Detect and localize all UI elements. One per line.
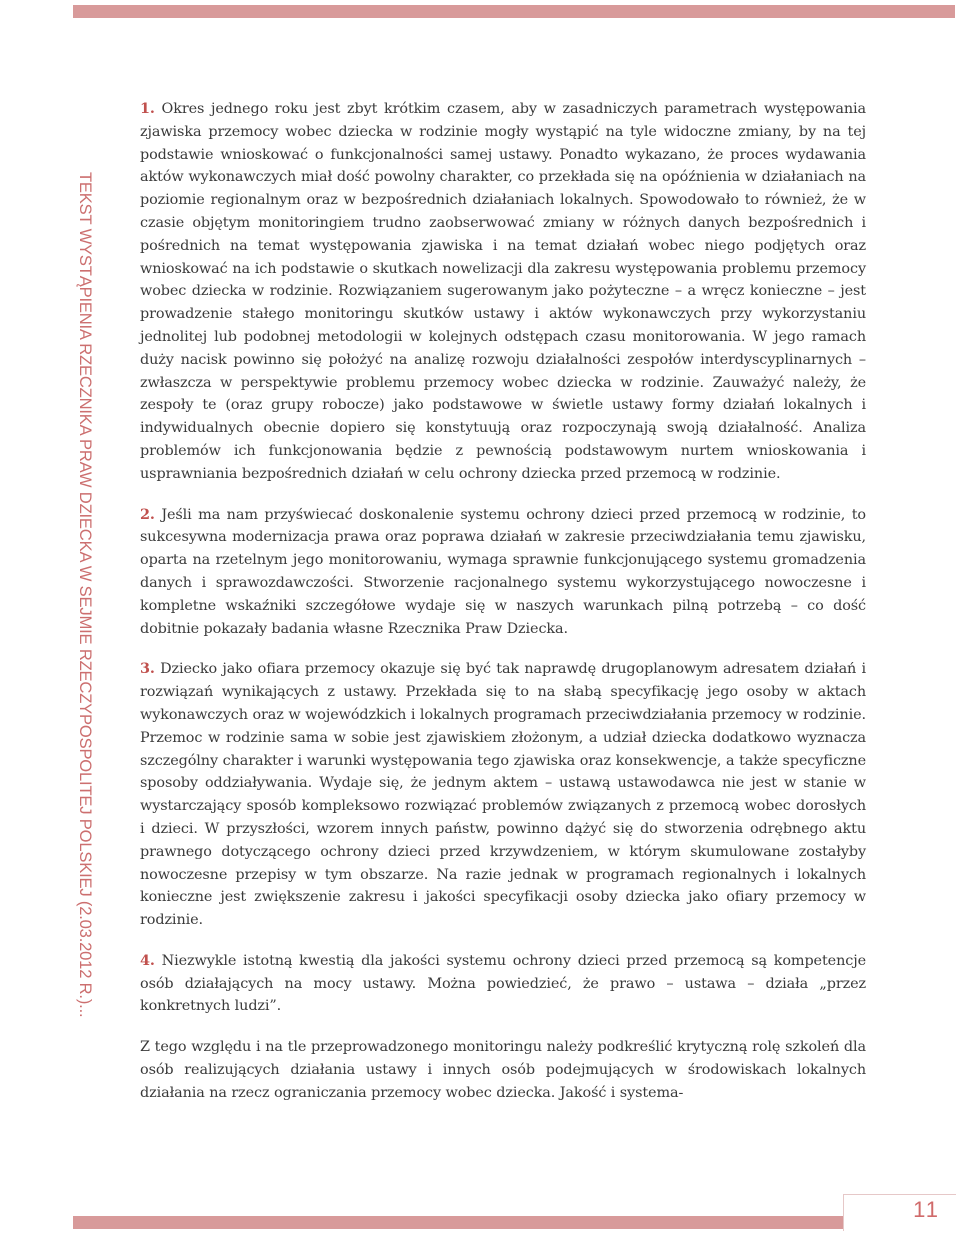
side-running-title: TEKST WYSTĄPIENIA RZECZNIKA PRAW DZIECKA W SEJMIE RZECZYPOSPOLITEJ POLSKIEJ (2.03.2012 R.)... — [76, 172, 95, 1018]
paragraph-1 — [140, 98, 866, 486]
paragraph-number: 4. — [140, 951, 155, 969]
page-number: 11 — [913, 1197, 940, 1222]
paragraph-number: 1. — [140, 100, 155, 117]
paragraph-text: Jeśli ma nam przyświecać doskonalenie systemu ochrony dzieci przed przemocą w rodzinie, to sukcesywna modernizacja prawa oraz poprawa działań w zakresie przeciwdziałania temu zjawisku, oparta na rzetelnym jego monitorowaniu, wymaga sprawnie funkcjonującego systemu gromadzenia danych i sprawozdawczości. Stworzenie racjonalnego systemu wykorzystującego nowoczesne i kompletne wskaźniki szczegółowe wydaje się w naszych warunkach pilną potrzebą – co dość dobitnie pokazały badania własne Rzecznika Praw Dziecka. — [140, 506, 866, 637]
paragraph-text: Z tego względu i na tle przeprowadzonego monitoringu należy podkreślić krytyczną rolę szkoleń dla osób realizujących działania ustawy i innych osób podejmujących w środowiskach lokalnych działania na rzecz ograniczania przemocy wobec dziecka. Jakość i systema- — [140, 1039, 866, 1101]
paragraph-number: 3. — [140, 660, 155, 678]
paragraph-number: 2. — [140, 505, 155, 523]
paragraph-4 — [140, 950, 866, 1018]
paragraph-text: Niezwykle istotną kwestią dla jakości systemu ochrony dzieci przed przemocą są kompetencje osób działających na mocy ustawy. Można powiedzieć, że prawo – ustawa – działa „przez konkretnych ludzi”. — [140, 952, 866, 1015]
paragraph-3 — [140, 658, 866, 932]
header-accent-bar — [73, 5, 955, 18]
side-title-container — [72, 172, 98, 1078]
footer-accent-bar — [73, 1216, 955, 1229]
page-number-box — [843, 1194, 956, 1231]
document-body — [140, 98, 866, 1123]
paragraph-text: Okres jednego roku jest zbyt krótkim czasem, aby w zasadniczych parametrach występowania zjawiska przemocy wobec dziecka w rodzinie mogły wystąpić na tyle widoczne zmiany, by na tej podstawie wnioskować o funkcjonalności samej ustawy. Ponadto wykazano, że proces wydawania aktów wykonawczych miał dość powolny charakter, co przekłada się na opóźnienia w działaniach na poziomie regionalnym oraz w bezpośrednich działaniach lokalnych. Spowodowało to również, że w czasie objętym monitoringiem trudno zaobserwować zmiany w różnych danych bezpośrednich i pośrednich na temat występowania zjawiska i na temat działań wobec niego podjętych oraz wnioskować na ich podstawie o skutkach nowelizacji dla zakresu występowania problemu przemocy wobec dziecka w rodzinie. Rozwiązaniem sugerowanym jako pożyteczne – a wręcz konieczne – jest prowadzenie stałego monitoringu skutków ustawy i aktów wykonawczych przy wykorzystaniu jednolitej lub podobnej metodologii w kolejnych odstępach czasu monitorowania. W jego ramach duży nacisk powinno się położyć na analizę rozwoju działalności zespołów interdyscyplinarnych – zwłaszcza w perspektywie problemu przemocy wobec dziecka w rodzinie. Zauważyć należy, że zespoły te (oraz grupy robocze) jako podstawowe w świetle ustawy formy działań lokalnych i indywidualnych obecnie dopiero się konstytuują oraz rozpoczynają swoją działalność. Analiza problemów ich funkcjonowania będzie z pewnością podstawowym nurtem wnioskowania i usprawniania bezpośrednich działań w celu ochrony dziecka przed przemocą w rodzinie. — [140, 101, 867, 482]
paragraph-text: Dziecko jako ofiara przemocy okazuje się być tak naprawdę drugoplanowym adresatem działań i rozwiązań wynikających z ustawy. Przekłada się to na słabą specyfikację jego osoby w aktach wykonawczych oraz w wojewódzkich i lokalnych programach przeciwdziałania przemocy w rodzinie. Przemoc w rodzinie sama w sobie jest zjawiskiem złożonym, a udział dziecka dodatkowo wyznacza szczególny charakter i warunki występowania tego zjawiska oraz konsekwencje, a także specyficzne sposoby oddziaływania. Wydaje się, że jednym aktem – ustawą ustawodawca nie jest w stanie w wystarczający sposób kompleksowo rozwiązać problemów związanych z przemocą wobec dorosłych i dzieci. W przyszłości, wzorem innych państw, powinno dążyć się do stworzenia odrębnego aktu prawnego dotyczącego ochrony dzieci przed krzywdzeniem, w którym skumulowane zostałyby nowoczesne przepisy w tym obszarze. Na razie jednak w programach regionalnych i lokalnych konieczne jest zwiększenie zakresu i jakości specyfikacji osoby dziecka jako ofiary przemocy w rodzinie. — [140, 661, 866, 929]
paragraph-5 — [140, 1036, 866, 1104]
paragraph-2 — [140, 504, 866, 641]
